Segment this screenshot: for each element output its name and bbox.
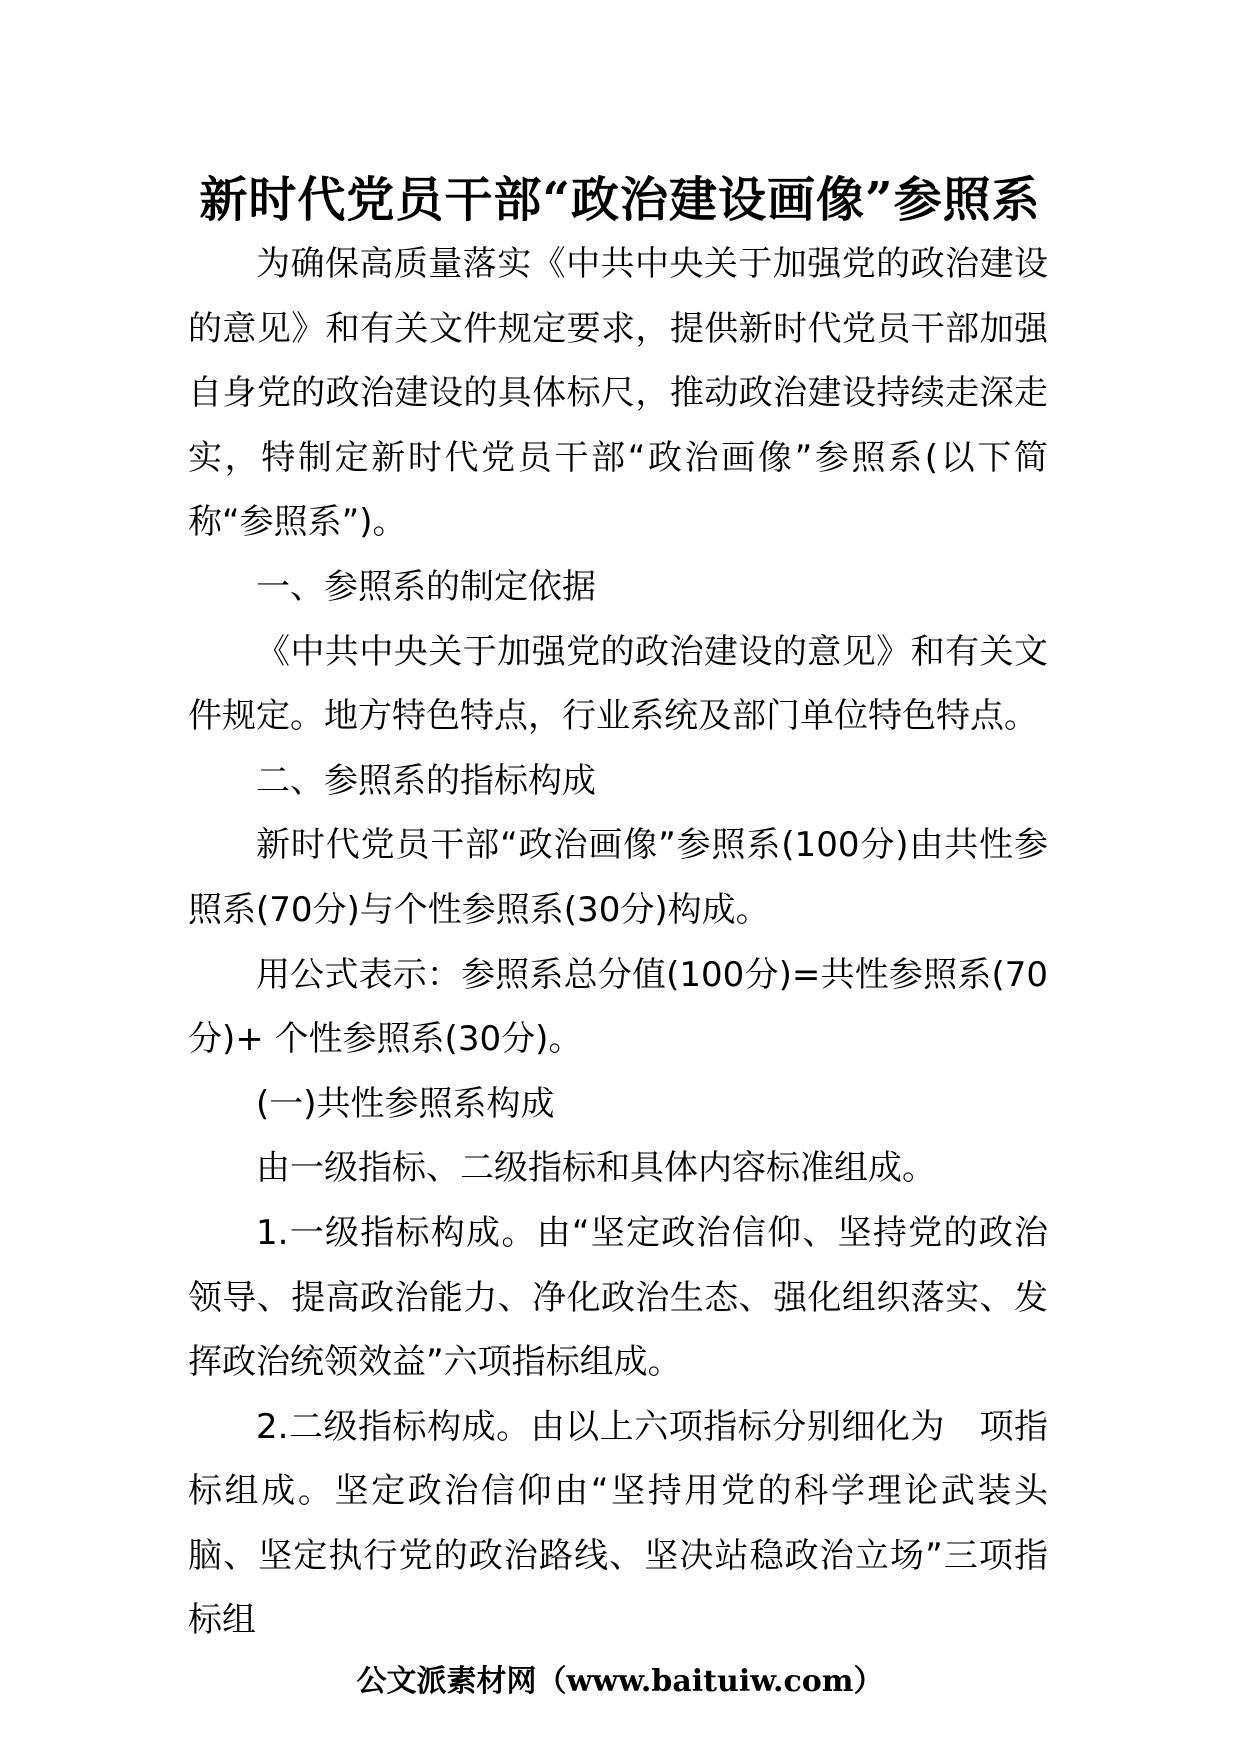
page-title: 新时代党员干部“政治建设画像”参照系 bbox=[199, 172, 1041, 228]
paragraph-composition: 新时代党员干部“政治画像”参照系(100分)由共性参照系(70分)与个性参照系(30分)构成。 bbox=[188, 825, 1048, 930]
paragraph-second-level-part-a: 2.二级指标构成。由以上六项指标分别细化为 bbox=[256, 1406, 945, 1447]
paragraph-first-level: 1.一级指标构成。由“坚定政治信仰、坚持党的政治领导、提高政治能力、净化政治生态、强化组织落实、发挥政治统领效益”六项指标组成。 bbox=[188, 1212, 1048, 1383]
document-body bbox=[188, 232, 1048, 1653]
paragraph-basis: 《中共中央关于加强党的政治建设的意见》和有关文件规定。地方特色特点，行业系统及部门单位特色特点。 bbox=[188, 631, 1048, 737]
paragraph-common-composition: 由一级指标、二级指标和具体内容标准组成。 bbox=[256, 1148, 936, 1189]
subsection-heading-common: (一)共性参照系构成 bbox=[256, 1083, 555, 1124]
footer-watermark: 公文派素材网（www.baituiw.com） bbox=[356, 1664, 884, 1699]
paragraph-formula: 用公式表示：参照系总分值(100分)=共性参照系(70分)+ 个性参照系(30分)。 bbox=[188, 954, 1048, 1060]
section-heading-indicators: 二、参照系的指标构成 bbox=[256, 760, 596, 801]
paragraph-second-level bbox=[188, 1395, 1048, 1653]
paragraph-second-level-part-b: 项指标组成。坚定政治信仰由“坚持用党的科学理论武装头脑、坚定执行党的政治路线、坚决站稳政治立场”三项指标组 bbox=[188, 1406, 1048, 1641]
section-heading-basis: 一、参照系的制定依据 bbox=[256, 566, 596, 607]
paragraph-intro: 为确保高质量落实《中共中央关于加强党的政治建设的意见》和有关文件规定要求，提供新时代党员干部加强自身党的政治建设的具体标尺，推动政治建设持续走深走实，特制定新时代党员干部“政治画像”参照系(以下简称“参照系”)。 bbox=[188, 244, 1048, 543]
